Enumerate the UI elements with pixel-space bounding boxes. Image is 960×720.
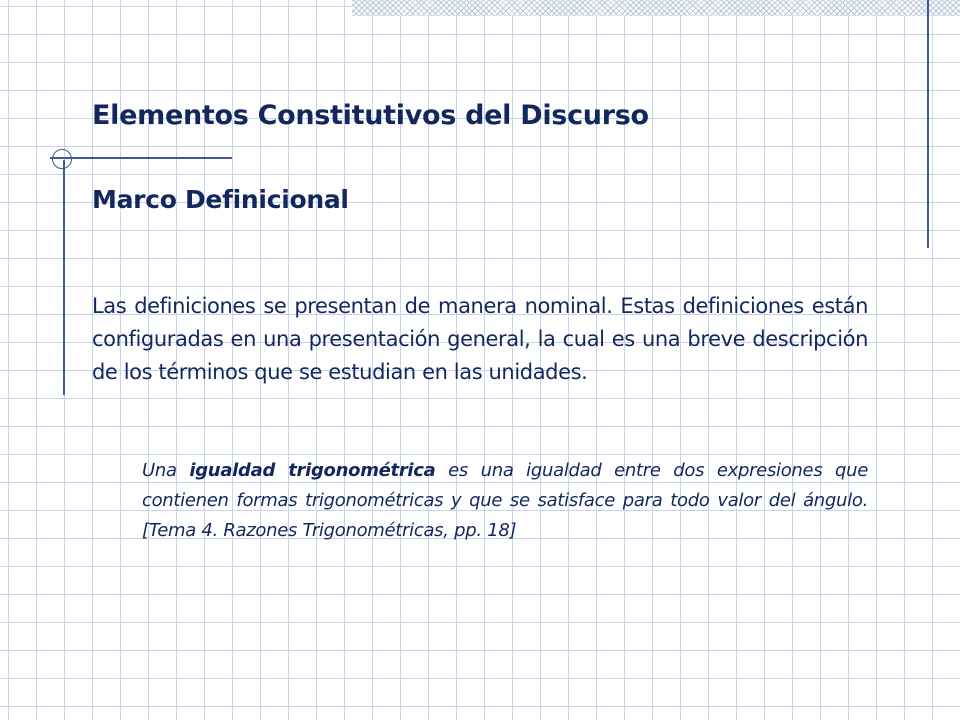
- quote-text: es una igualdad entre dos expresiones que contienen formas trigonométricas y que se satisface para todo valor del ángulo.: [142, 460, 869, 511]
- definition-quote: [142, 456, 868, 546]
- body-paragraph: Las definiciones se presentan de manera nominal. Estas definiciones están configuradas en una presentación general, la cual es una breve descripción de los términos que se estudian en las unidades.: [92, 294, 868, 384]
- quote-citation: [Tema 4. Razones Trigonométricas, pp. 18]: [142, 520, 517, 541]
- circle-ornament-icon: [52, 149, 72, 169]
- title-underline-accent: [50, 157, 232, 159]
- left-accent-line: [63, 160, 65, 395]
- quote-term: igualdad trigonométrica: [189, 460, 436, 481]
- right-accent-line: [927, 0, 929, 248]
- quote-prefix: Una: [142, 460, 177, 481]
- slide-title: Elementos Constitutivos del Discurso: [92, 100, 649, 131]
- top-pattern-band: [352, 0, 960, 16]
- slide-subtitle: Marco Definicional: [92, 185, 349, 214]
